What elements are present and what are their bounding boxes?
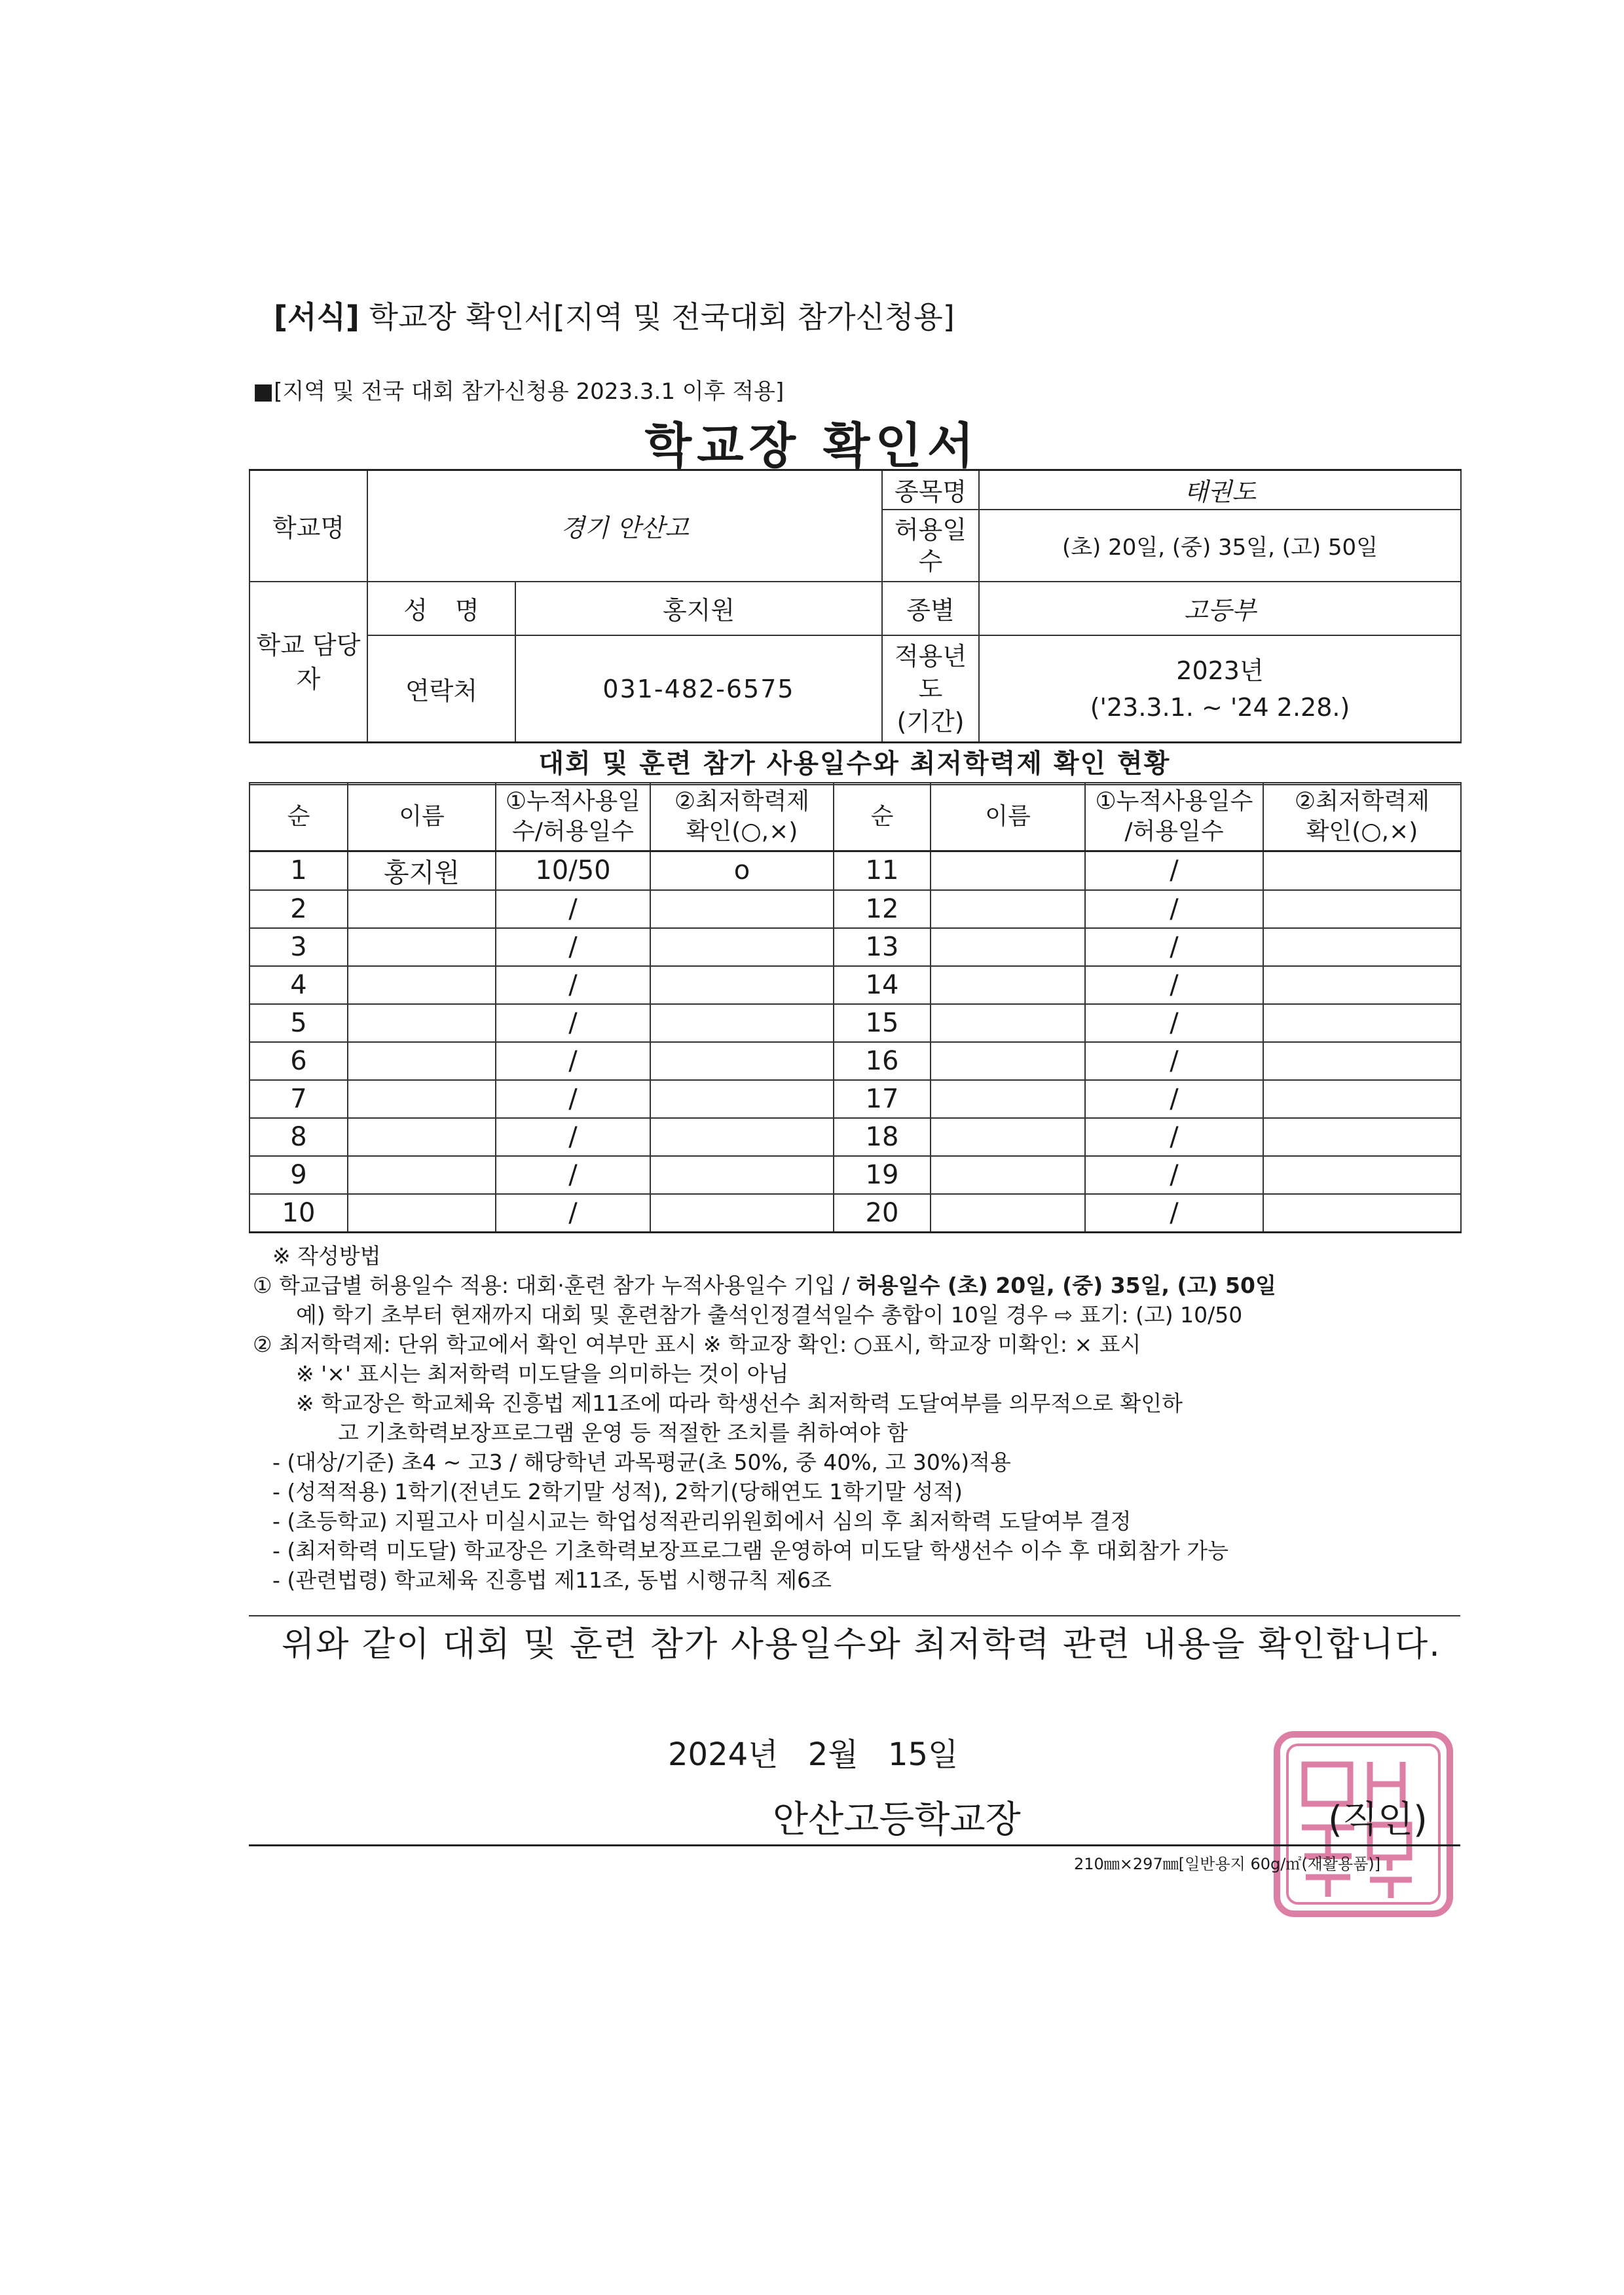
row-no-right: 20 <box>834 1194 931 1233</box>
seal-label: (직인) <box>1328 1799 1428 1841</box>
note-2-sub-2: ※ 학교장은 학교체육 진흥법 제11조에 따라 학생선수 최저학력 도달여부를 의무적으로 확인하 <box>296 1390 1183 1416</box>
row-days-right: / <box>1085 890 1263 928</box>
row-days-right: / <box>1085 1042 1263 1080</box>
row-no: 4 <box>249 966 348 1004</box>
paper-spec: 210㎜×297㎜[일반용지 60g/㎡(재활용품)] <box>1074 1855 1381 1873</box>
event-label: 종목명 <box>882 470 979 510</box>
row-no-right: 14 <box>834 966 931 1004</box>
issue-date: 2024년 2월 15일 <box>668 1736 959 1773</box>
participants-table <box>249 782 1462 1233</box>
row-name <box>348 890 496 928</box>
row-academic-check <box>650 1118 834 1156</box>
row-days: / <box>496 1118 650 1156</box>
row-academic-check-right <box>1263 851 1461 890</box>
row-no: 7 <box>249 1080 348 1118</box>
form-label: [서식] 학교장 확인서[지역 및 전국대회 참가신청용] <box>274 299 955 335</box>
row-academic-check <box>650 1004 834 1042</box>
year-value: 2023년 ('23.3.1. ~ '24 2.28.) <box>979 635 1461 743</box>
confirmation-text: 위와 같이 대회 및 훈련 참가 사용일수와 최저학력 관련 내용을 확인합니다. <box>282 1625 1441 1664</box>
row-days: / <box>496 1156 650 1194</box>
table-row <box>249 928 1461 966</box>
row-no: 9 <box>249 1156 348 1194</box>
header-days: ①누적사용일 수/허용일수 <box>496 783 650 851</box>
subtitle: ■[지역 및 전국 대회 참가신청용 2023.3.1 이후 적용] <box>253 379 784 405</box>
row-name-right <box>931 1118 1085 1156</box>
row-days: / <box>496 966 650 1004</box>
table-row <box>249 1194 1461 1233</box>
name-label: 성 명 <box>367 582 515 635</box>
note-2-sub-2b: 고 기초학력보장프로그램 운영 등 적절한 조치를 취하여야 함 <box>338 1420 908 1446</box>
table-row <box>249 1042 1461 1080</box>
division-label: 종별 <box>882 582 979 635</box>
row-days-right: / <box>1085 1118 1263 1156</box>
row-days-right: / <box>1085 1004 1263 1042</box>
row-days-right: / <box>1085 851 1263 890</box>
header-academic: ②최저학력제 확인(○,×) <box>650 783 834 851</box>
divider <box>249 1615 1460 1616</box>
contact-value: 031-482-6575 <box>515 635 882 743</box>
row-name <box>348 966 496 1004</box>
row-academic-check-right <box>1263 1042 1461 1080</box>
row-name-right <box>931 1156 1085 1194</box>
table-row <box>249 966 1461 1004</box>
row-name <box>348 1042 496 1080</box>
row-name: 홍지원 <box>348 851 496 890</box>
header-name: 이름 <box>348 783 496 851</box>
row-academic-check-right <box>1263 928 1461 966</box>
table-row <box>249 1156 1461 1194</box>
row-days: / <box>496 1194 650 1233</box>
row-academic-check <box>650 1080 834 1118</box>
row-no-right: 16 <box>834 1042 931 1080</box>
principal-name: 안산고등학교장 <box>773 1799 1021 1841</box>
row-no: 1 <box>249 851 348 890</box>
row-name-right <box>931 1194 1085 1233</box>
divider <box>249 1844 1460 1846</box>
note-1: ① 학교급별 허용일수 적용: 대회·훈련 참가 누적사용일수 기입 / 허용일수 (초) 20일, (중) 35일, (고) 50일 <box>253 1273 1276 1298</box>
row-days-right: / <box>1085 1194 1263 1233</box>
detail-4: - (최저학력 미도달) 학교장은 기초학력보장프로그램 운영하여 미도달 학생선수 이수 후 대회참가 가능 <box>272 1538 1229 1563</box>
row-academic-check: o <box>650 851 834 890</box>
row-academic-check-right <box>1263 1080 1461 1118</box>
note-2: ② 최저학력제: 단위 학교에서 확인 여부만 표시 ※ 학교장 확인: ○표시, 학교장 미확인: × 표시 <box>253 1332 1141 1357</box>
year-label: 적용년도 (기간) <box>882 635 979 743</box>
row-no: 2 <box>249 890 348 928</box>
row-academic-check-right <box>1263 1194 1461 1233</box>
row-academic-check-right <box>1263 890 1461 928</box>
row-academic-check <box>650 1194 834 1233</box>
row-academic-check-right <box>1263 1004 1461 1042</box>
row-days: / <box>496 1080 650 1118</box>
row-no-right: 18 <box>834 1118 931 1156</box>
notes-heading: ※ 작성방법 <box>272 1243 381 1269</box>
row-days: / <box>496 1004 650 1042</box>
detail-5: - (관련법령) 학교체육 진흥법 제11조, 동법 시행규칙 제6조 <box>272 1567 832 1593</box>
row-name-right <box>931 1080 1085 1118</box>
division-value: 고등부 <box>979 582 1461 635</box>
row-academic-check <box>650 890 834 928</box>
row-academic-check-right <box>1263 1156 1461 1194</box>
row-days: / <box>496 928 650 966</box>
header-days-right: ①누적사용일수 /허용일수 <box>1085 783 1263 851</box>
row-name <box>348 1004 496 1042</box>
detail-3: - (초등학교) 지필고사 미실시교는 학업성적관리위원회에서 심의 후 최저학력 도달여부 결정 <box>272 1508 1132 1534</box>
row-days: / <box>496 1042 650 1080</box>
row-no: 6 <box>249 1042 348 1080</box>
row-days: / <box>496 890 650 928</box>
note-1-example: 예) 학기 초부터 현재까지 대회 및 훈련참가 출석인정결석일수 총합이 10일 경우 ⇨ 표기: (고) 10/50 <box>296 1302 1243 1328</box>
writing-instructions <box>253 1241 1276 1595</box>
row-academic-check <box>650 1156 834 1194</box>
row-days-right: / <box>1085 928 1263 966</box>
table-header-row <box>249 783 1461 851</box>
school-name-label: 학교명 <box>249 470 367 582</box>
row-name-right <box>931 890 1085 928</box>
row-name <box>348 1080 496 1118</box>
table-row <box>249 851 1461 890</box>
row-name <box>348 1194 496 1233</box>
row-name-right <box>931 1042 1085 1080</box>
header-academic-right: ②최저학력제 확인(○,×) <box>1263 783 1461 851</box>
status-title: 대회 및 훈련 참가 사용일수와 최저학력제 확인 현황 <box>249 741 1460 785</box>
row-no: 8 <box>249 1118 348 1156</box>
row-name-right <box>931 928 1085 966</box>
event-value: 태권도 <box>979 470 1461 510</box>
note-2-sub-1: ※ '×' 표시는 최저학력 미도달을 의미하는 것이 아님 <box>296 1361 789 1387</box>
row-name <box>348 1118 496 1156</box>
row-no: 3 <box>249 928 348 966</box>
table-row <box>249 890 1461 928</box>
detail-1: - (대상/기준) 초4 ~ 고3 / 해당학년 과목평균(초 50%, 중 40%, 고 30%)적용 <box>272 1449 1011 1475</box>
row-no-right: 15 <box>834 1004 931 1042</box>
school-name-value: 경기 안산고 <box>367 470 882 582</box>
row-days-right: / <box>1085 966 1263 1004</box>
row-name <box>348 928 496 966</box>
header-no-right: 순 <box>834 783 931 851</box>
row-academic-check <box>650 966 834 1004</box>
contact-label: 연락처 <box>367 635 515 743</box>
row-days-right: / <box>1085 1080 1263 1118</box>
row-no-right: 12 <box>834 890 931 928</box>
detail-2: - (성적적용) 1학기(전년도 2학기말 성적), 2학기(당해연도 1학기말 성적) <box>272 1479 963 1504</box>
row-no: 5 <box>249 1004 348 1042</box>
row-academic-check <box>650 928 834 966</box>
table-row <box>249 1118 1461 1156</box>
school-info-table <box>249 469 1462 743</box>
allowed-days-value: (초) 20일, (중) 35일, (고) 50일 <box>979 510 1461 582</box>
row-academic-check-right <box>1263 1118 1461 1156</box>
row-name <box>348 1156 496 1194</box>
header-no: 순 <box>249 783 348 851</box>
row-days-right: / <box>1085 1156 1263 1194</box>
table-row <box>249 1080 1461 1118</box>
allowed-days-label: 허용일수 <box>882 510 979 582</box>
row-name-right <box>931 966 1085 1004</box>
table-row <box>249 1004 1461 1042</box>
row-no-right: 17 <box>834 1080 931 1118</box>
manager-label: 학교 담당자 <box>249 582 367 743</box>
header-name-right: 이름 <box>931 783 1085 851</box>
name-value: 홍지원 <box>515 582 882 635</box>
row-no: 10 <box>249 1194 348 1233</box>
row-no-right: 11 <box>834 851 931 890</box>
row-academic-check <box>650 1042 834 1080</box>
row-no-right: 19 <box>834 1156 931 1194</box>
row-name-right <box>931 1004 1085 1042</box>
row-days: 10/50 <box>496 851 650 890</box>
row-no-right: 13 <box>834 928 931 966</box>
document-title: 학교장 확인서 <box>644 418 980 474</box>
row-name-right <box>931 851 1085 890</box>
row-academic-check-right <box>1263 966 1461 1004</box>
